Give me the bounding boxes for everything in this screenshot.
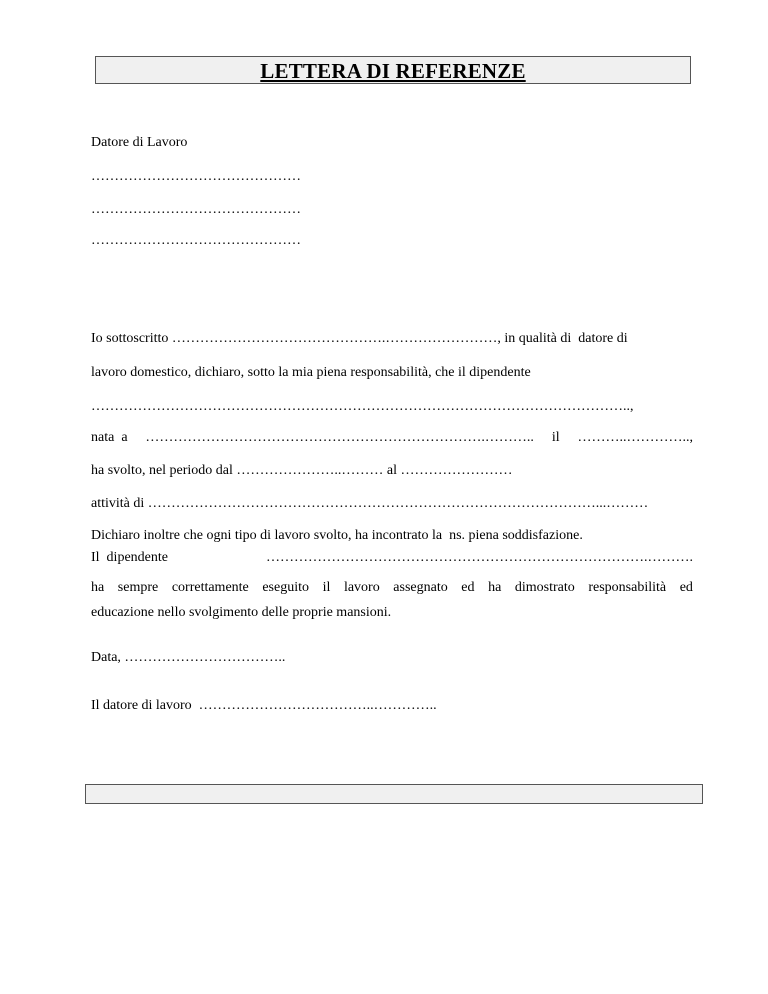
employee-field: ……………………………………………………………………….………. (266, 550, 693, 565)
employee-name-field: …………………………………………………………………………………………………….., (91, 399, 634, 414)
behavior-word: dimostrato (514, 580, 575, 595)
behavior-word: ha (91, 580, 105, 595)
date-label: il (551, 430, 560, 445)
signature-field: Il datore di lavoro ………………………………..………….. (91, 698, 437, 713)
document-title: LETTERA DI REFERENZE (260, 59, 526, 83)
behavior-word: il (322, 580, 331, 595)
behavior-word: correttamente (171, 580, 249, 595)
activity-line: attività di ……………………………………………………………………………………...……… (91, 496, 649, 511)
date-field: Data, …………………………….. (91, 650, 286, 665)
behavior-word: sempre (117, 580, 159, 595)
behavior-word: ed (679, 580, 693, 595)
behavior-word: assegnato (393, 580, 448, 595)
behavior-word: responsabilità (588, 580, 667, 595)
employer-field-1: ……………………………………… (91, 169, 301, 184)
employee-label: Il dipendente (91, 550, 168, 565)
behavior-word: eseguito (262, 580, 309, 595)
employee-line (91, 549, 693, 567)
satisfaction-line: Dichiaro inoltre che ogni tipo di lavoro svolto, ha incontrato la ns. piena soddisfazione. (91, 528, 583, 543)
behavior-word: ha (488, 580, 502, 595)
period-line: ha svolto, nel periodo dal …………………..……… al …………………… (91, 463, 513, 478)
undersigned-line: Io sottoscritto ……………………………………….……………………, in qualità di datore di (91, 331, 628, 346)
behavior-word: ed (461, 580, 475, 595)
behavior-word: lavoro (343, 580, 380, 595)
footer-box (85, 784, 703, 804)
employer-label: Datore di Lavoro (91, 135, 188, 150)
behavior-line-2: educazione nello svolgimento delle proprie mansioni. (91, 605, 392, 620)
birth-line (91, 429, 693, 447)
born-label: nata a (91, 430, 128, 445)
birthdate-field: ………..………….., (577, 430, 693, 445)
declaration-line: lavoro domestico, dichiaro, sotto la mia piena responsabilità, che il dipendente (91, 365, 531, 380)
birthplace-field: ……………………………………………………………….……….. (145, 430, 534, 445)
behavior-line (91, 579, 693, 597)
employer-field-3: ……………………………………… (91, 233, 301, 248)
employer-field-2: ……………………………………… (91, 202, 301, 217)
title-box (95, 56, 691, 84)
